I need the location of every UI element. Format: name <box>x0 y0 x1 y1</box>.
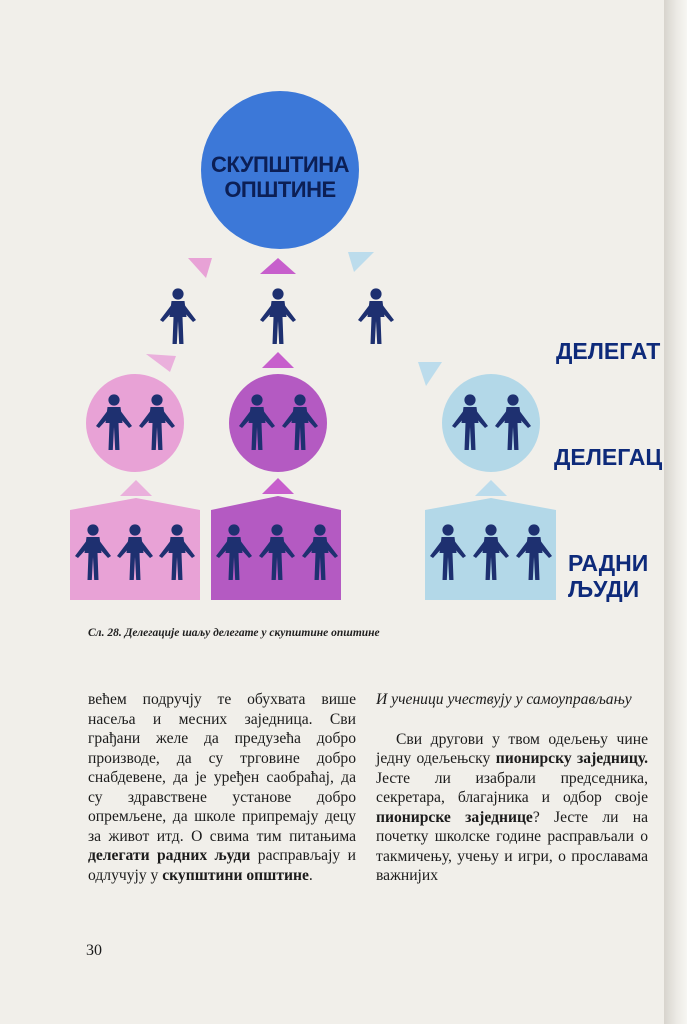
arrow-magenta-low <box>262 478 294 494</box>
text-run: . <box>308 866 313 884</box>
label-delegates: ДЕЛЕГАТ <box>556 338 661 364</box>
text-run: већем подручју те обухвата више насеља и месних заједница. Сви грађани желе да предузећа добро производе, да су трговине добро снабдевене, да је уређен саобраћај, да су здравствене установе добро опремљене, да школе припремају децу за живот итд. О свима тим питањима <box>88 691 356 845</box>
arrow-blue-mid <box>418 362 442 386</box>
arrow-pink-mid <box>146 354 176 372</box>
delegate-figure-3 <box>358 288 394 344</box>
text-run: расправљају и одлучују у <box>88 847 356 884</box>
left-paragraph <box>88 690 356 885</box>
section-subheading: И ученици учествују у самоуправљању <box>376 691 632 708</box>
arrow-pink-low <box>120 480 152 496</box>
arrow-pink-top <box>188 258 212 278</box>
left-column <box>88 690 356 885</box>
text-run: Јесте ли изабрали председника, секретара, благајника и одбор своје <box>376 769 648 806</box>
arrow-blue-low <box>475 480 507 496</box>
bold-term-worker-delegates: делегати радних људи <box>88 847 251 864</box>
bold-term-assembly: скупштини општине <box>162 866 309 884</box>
label-delegations: ДЕЛЕГАЦ <box>554 444 663 470</box>
assembly-label-1: СКУПШТИНА <box>211 152 349 177</box>
delegate-figure-2 <box>260 288 296 344</box>
arrow-blue-top <box>348 252 374 272</box>
bold-term-pioneer-community: пионирску заједницу. <box>495 750 648 767</box>
page-number: 30 <box>86 942 102 959</box>
text-run: ? Јесте ли на почетку школске године расправљали о такмичењу, учењу и игри, о прославама важнијих <box>376 808 649 884</box>
right-column <box>376 690 648 886</box>
label-workers-2: ЉУДИ <box>568 576 640 602</box>
text-run: Сви другови у твом одељењу чине једну одељењску <box>376 730 648 767</box>
figure-caption: Сл. 28. Делегације шаљу делегате у скупштине општине <box>88 627 380 639</box>
bold-term-pioneer-community-2: пионирске заједнице <box>376 808 533 826</box>
assembly-label-2: ОПШТИНЕ <box>224 177 336 202</box>
delegate-figure-1 <box>160 288 196 344</box>
arrow-magenta-mid <box>262 352 294 368</box>
arrow-magenta-top <box>260 258 296 274</box>
right-paragraph <box>376 730 648 886</box>
label-workers-1: РАДНИ <box>568 550 649 576</box>
